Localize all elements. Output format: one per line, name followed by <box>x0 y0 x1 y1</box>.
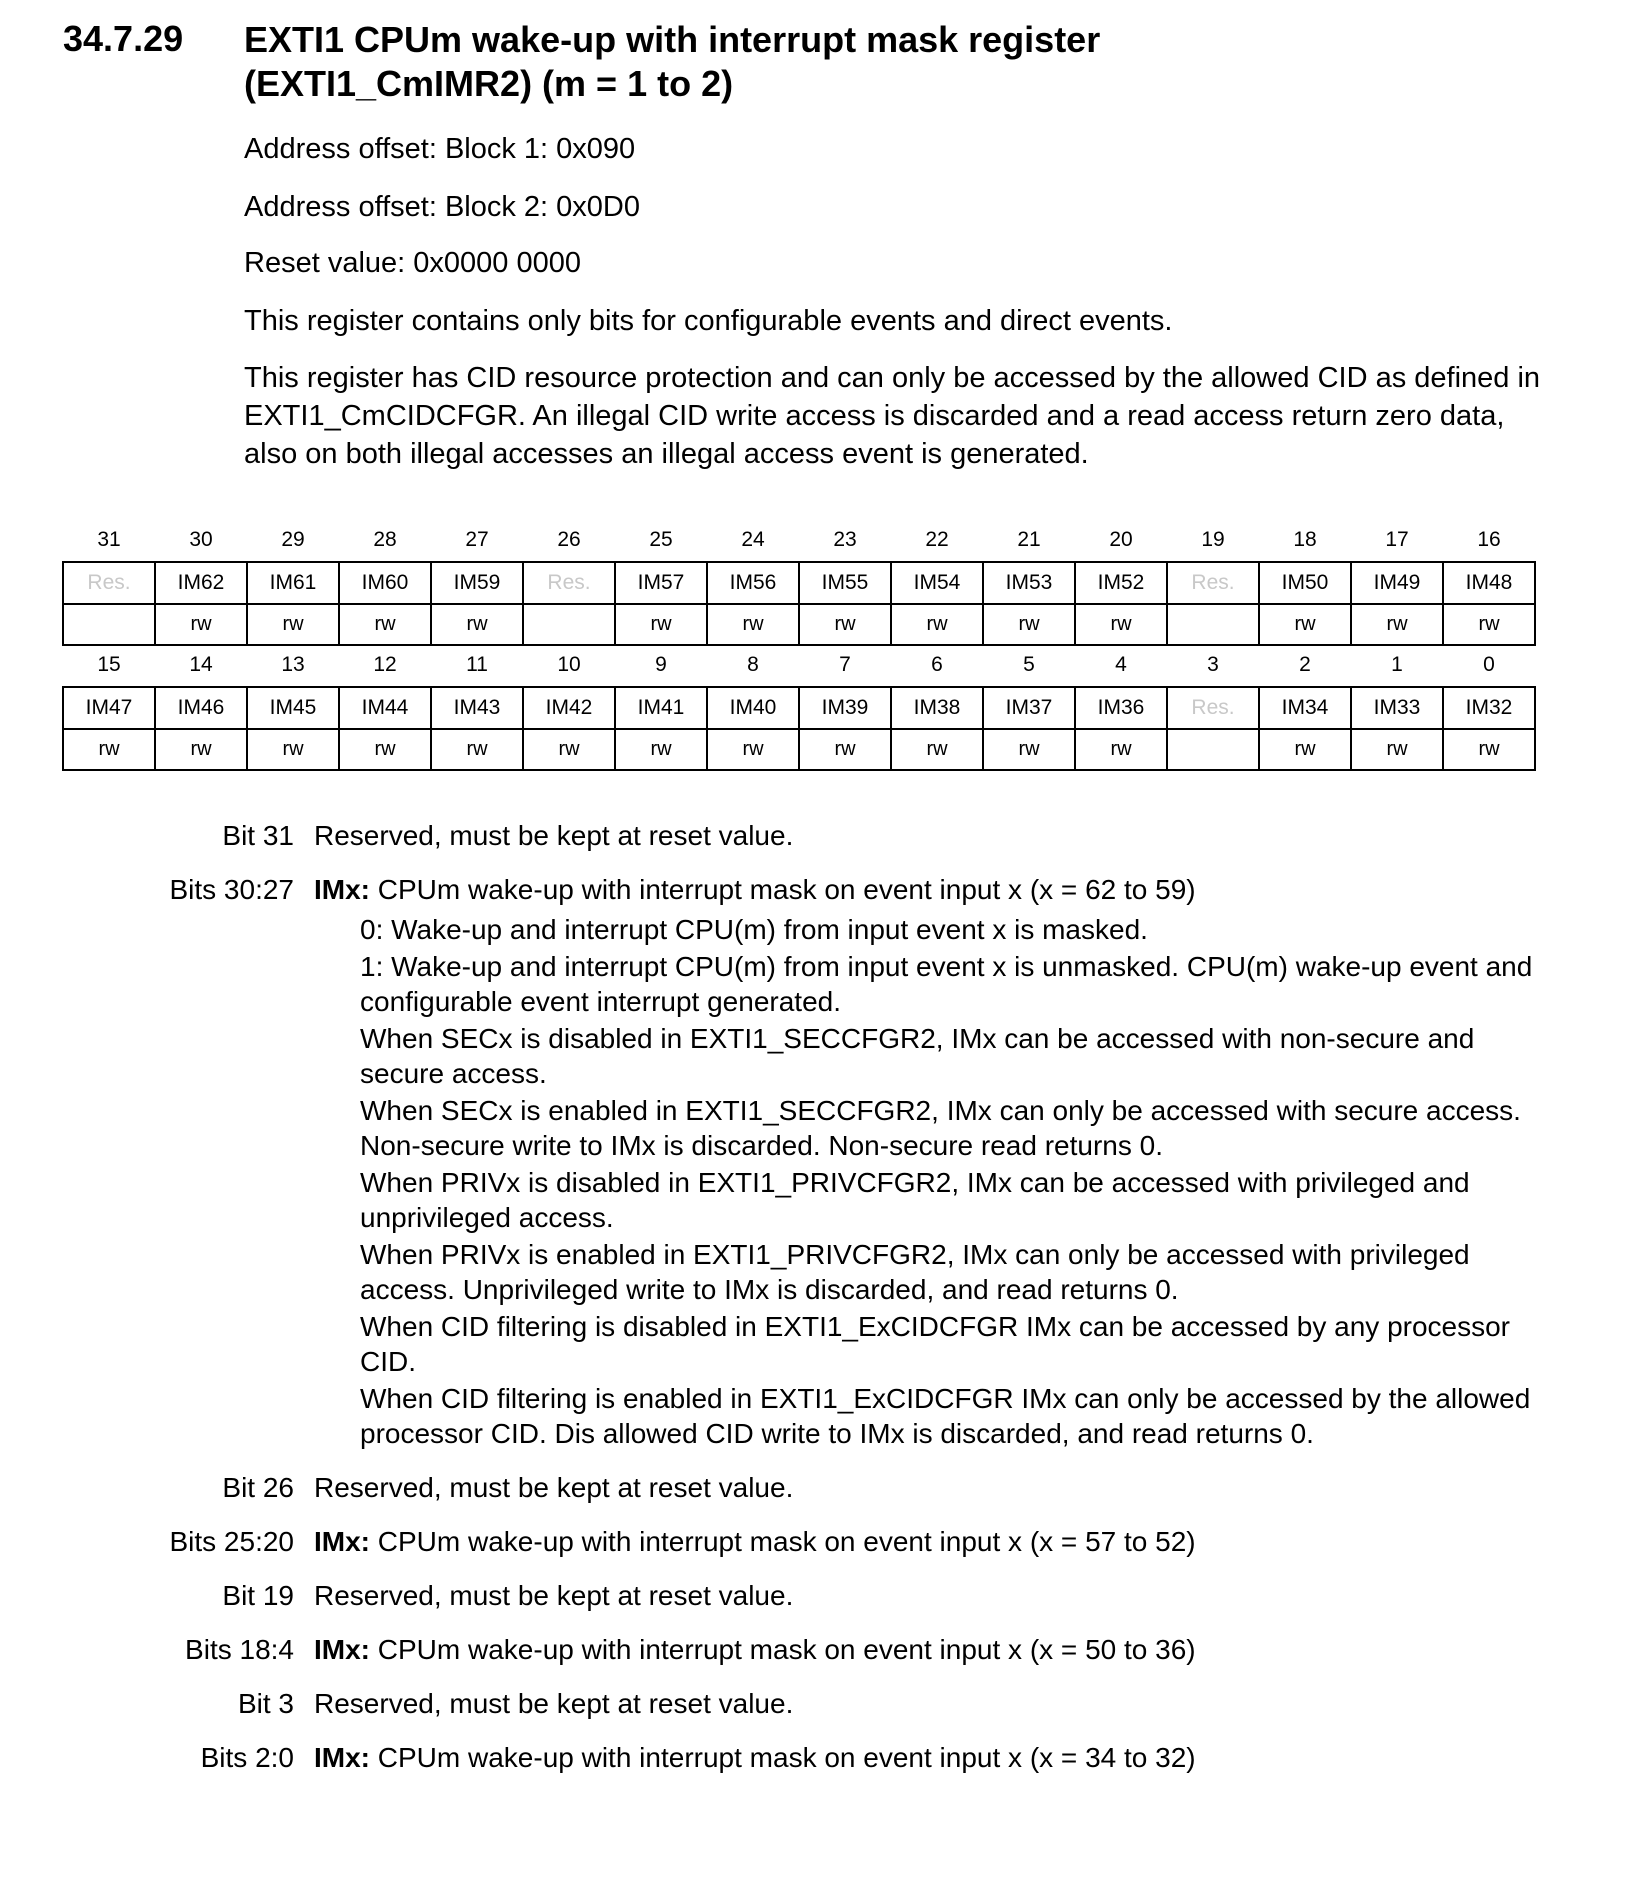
bit-number: 2 <box>1299 652 1311 676</box>
section-title-line1: EXTI1 CPUm wake-up with interrupt mask register <box>244 19 1101 60</box>
access-type-cell: rw <box>983 604 1075 645</box>
field-bit26 <box>0 1470 1636 1505</box>
bit-number: 4 <box>1115 652 1127 676</box>
access-type-cell <box>1167 729 1259 770</box>
field-bit-label: Bits 25:20 <box>169 1526 294 1557</box>
bit-number: 23 <box>833 527 857 551</box>
access-type-cell: rw <box>339 729 431 770</box>
bit-number: 28 <box>373 527 397 551</box>
field-name-cell: IM36 <box>1075 687 1167 729</box>
access-type-cell: rw <box>1259 729 1351 770</box>
access-type-cell: rw <box>1075 729 1167 770</box>
field-name-cell: Res. <box>1167 562 1259 604</box>
field-name: IMx: <box>314 1526 370 1557</box>
bit-number: 8 <box>747 652 759 676</box>
field-summary: CPUm wake-up with interrupt mask on event input x (x = 57 to 52) <box>370 1526 1196 1557</box>
field-name: IMx: <box>314 874 370 905</box>
field-name-cell: IM38 <box>891 687 983 729</box>
field-name-cell: IM53 <box>983 562 1075 604</box>
field-name-cell: IM50 <box>1259 562 1351 604</box>
field-name-cell: IM41 <box>615 687 707 729</box>
field-summary: CPUm wake-up with interrupt mask on event input x (x = 62 to 59) <box>370 874 1196 905</box>
field-detail-line: When CID filtering is disabled in EXTI1_ExCIDCFGR IMx can be accessed by any processor CID. <box>360 1311 1511 1377</box>
field-name-cell: IM56 <box>707 562 799 604</box>
field-name-cell: IM44 <box>339 687 431 729</box>
field-name-cell: IM60 <box>339 562 431 604</box>
access-type-cell: rw <box>247 729 339 770</box>
field-bit31 <box>0 818 1636 853</box>
field-name-cell: IM39 <box>799 687 891 729</box>
register-map-lower <box>62 643 1536 771</box>
field-detail-lines <box>0 912 1636 1451</box>
reset-value: Reset value: 0x0000 0000 <box>244 247 581 279</box>
field-description <box>314 1740 1514 1775</box>
bit-number: 7 <box>839 652 851 676</box>
field-detail-line: When SECx is enabled in EXTI1_SECCFGR2, IMx can only be accessed with secure access. Non-secure write to IMx is discarded. Non-secure read returns 0. <box>360 1095 1521 1161</box>
access-type-cell: rw <box>1351 604 1443 645</box>
bit-number: 22 <box>925 527 949 551</box>
address-offset-block1: Address offset: Block 1: 0x090 <box>244 133 636 165</box>
field-description: Reserved, must be kept at reset value. <box>314 1688 794 1719</box>
access-type-cell: rw <box>707 729 799 770</box>
address-offset-block2: Address offset: Block 2: 0x0D0 <box>244 191 641 223</box>
field-bit-label: Bits 18:4 <box>185 1634 294 1665</box>
access-type-cell: rw <box>339 604 431 645</box>
field-detail-line: When SECx is disabled in EXTI1_SECCFGR2, IMx can be accessed with non-secure and secure access. <box>360 1023 1475 1089</box>
field-name-cell: IM43 <box>431 687 523 729</box>
field-name-cell: IM46 <box>155 687 247 729</box>
access-type-cell: rw <box>1443 729 1535 770</box>
field-name-cell: Res. <box>523 562 615 604</box>
field-detail-line: When PRIVx is disabled in EXTI1_PRIVCFGR2, IMx can be accessed with privileged and unprivileged access. <box>360 1167 1470 1233</box>
bit-number: 16 <box>1477 527 1501 551</box>
access-type-cell: rw <box>799 729 891 770</box>
access-type-cell: rw <box>431 604 523 645</box>
field-bits2-0 <box>0 1740 1636 1775</box>
bit-number: 14 <box>189 652 213 676</box>
field-bit-label: Bit 31 <box>222 820 294 851</box>
access-type-cell: rw <box>1259 604 1351 645</box>
bit-number: 11 <box>466 652 488 676</box>
field-detail-line: When PRIVx is enabled in EXTI1_PRIVCFGR2, IMx can only be accessed with privileged access. Unprivileged write to IMx is discarded, and read returns 0. <box>360 1239 1470 1305</box>
field-summary: CPUm wake-up with interrupt mask on event input x (x = 34 to 32) <box>370 1742 1196 1773</box>
field-name-cell: Res. <box>1167 687 1259 729</box>
access-type-cell: rw <box>155 604 247 645</box>
bit-field-descriptions <box>0 818 1636 1794</box>
bit-number: 6 <box>931 652 943 676</box>
bit-number: 13 <box>281 652 305 676</box>
field-name-cell: IM40 <box>707 687 799 729</box>
field-name-cell: IM54 <box>891 562 983 604</box>
field-name-cell: IM37 <box>983 687 1075 729</box>
field-name-cell: IM45 <box>247 687 339 729</box>
cid-protection-description: This register has CID resource protection and can only be accessed by the allowed CID as defined in EXTI1_CmCIDCFGR. An illegal CID write access is discarded and a read access return zero data, also on both illegal accesses an illegal access event is generated. <box>244 362 1541 470</box>
field-bits30-27 <box>0 872 1636 907</box>
field-bit-label: Bits 2:0 <box>200 1742 294 1773</box>
field-bit-label: Bit 26 <box>222 1472 294 1503</box>
bit-number: 5 <box>1023 652 1035 676</box>
bit-number: 10 <box>557 652 581 676</box>
field-bit3 <box>0 1686 1636 1721</box>
register-map-upper <box>62 518 1536 646</box>
field-name-cell: IM61 <box>247 562 339 604</box>
bit-number: 20 <box>1109 527 1133 551</box>
bit-number: 19 <box>1201 527 1225 551</box>
bit-number: 1 <box>1391 652 1403 676</box>
field-name-cell: Res. <box>63 562 155 604</box>
bit-number: 26 <box>557 527 581 551</box>
section-number: 34.7.29 <box>63 18 184 59</box>
field-bit-label: Bits 30:27 <box>169 874 294 905</box>
access-type-cell: rw <box>1075 604 1167 645</box>
access-type-cell: rw <box>155 729 247 770</box>
field-detail-line: 0: Wake-up and interrupt CPU(m) from input event x is masked. <box>360 914 1148 945</box>
access-type-cell: rw <box>891 729 983 770</box>
field-description: Reserved, must be kept at reset value. <box>314 1580 794 1611</box>
bit-number: 0 <box>1483 652 1495 676</box>
register-description: This register contains only bits for configurable events and direct events. <box>244 305 1173 337</box>
bit-number: 9 <box>655 652 667 676</box>
access-type-cell: rw <box>431 729 523 770</box>
bit-number: 31 <box>97 527 121 551</box>
field-name-cell: IM59 <box>431 562 523 604</box>
access-type-cell: rw <box>799 604 891 645</box>
access-type-cell <box>63 604 155 645</box>
field-name-cell: IM48 <box>1443 562 1535 604</box>
field-name-cell: IM42 <box>523 687 615 729</box>
field-bit19 <box>0 1578 1636 1613</box>
field-name-cell: IM33 <box>1351 687 1443 729</box>
field-description <box>314 1524 1514 1559</box>
field-bits18-4 <box>0 1632 1636 1667</box>
field-name-cell: IM52 <box>1075 562 1167 604</box>
bit-number: 3 <box>1207 652 1219 676</box>
access-type-cell: rw <box>707 604 799 645</box>
field-detail-line: When CID filtering is enabled in EXTI1_ExCIDCFGR IMx can only be accessed by the allowed processor CID. Dis allowed CID write to IMx is discarded, and read returns 0. <box>360 1383 1531 1449</box>
field-description <box>314 1632 1514 1667</box>
field-description: Reserved, must be kept at reset value. <box>314 1472 794 1503</box>
field-name-cell: IM34 <box>1259 687 1351 729</box>
access-type-cell: rw <box>63 729 155 770</box>
access-type-cell <box>523 604 615 645</box>
field-name-cell: IM32 <box>1443 687 1535 729</box>
field-description: Reserved, must be kept at reset value. <box>314 820 794 851</box>
field-detail-line: 1: Wake-up and interrupt CPU(m) from input event x is unmasked. CPU(m) wake-up event and configurable event interrupt generated. <box>360 951 1533 1017</box>
field-name-cell: IM47 <box>63 687 155 729</box>
bit-number: 25 <box>649 527 673 551</box>
field-bit-label: Bit 3 <box>237 1688 294 1719</box>
field-name-cell: IM49 <box>1351 562 1443 604</box>
bit-number: 29 <box>281 527 305 551</box>
field-bit-label: Bit 19 <box>222 1580 294 1611</box>
field-summary: CPUm wake-up with interrupt mask on event input x (x = 50 to 36) <box>370 1634 1196 1665</box>
access-type-cell: rw <box>891 604 983 645</box>
access-type-cell: rw <box>615 604 707 645</box>
field-name-cell: IM57 <box>615 562 707 604</box>
access-type-cell: rw <box>1443 604 1535 645</box>
bit-number: 21 <box>1017 527 1041 551</box>
section-title <box>244 18 1544 106</box>
field-name-cell: IM55 <box>799 562 891 604</box>
access-type-cell: rw <box>523 729 615 770</box>
bit-number: 12 <box>373 652 397 676</box>
access-type-cell: rw <box>1351 729 1443 770</box>
bit-number: 30 <box>189 527 213 551</box>
access-type-cell: rw <box>247 604 339 645</box>
field-name: IMx: <box>314 1634 370 1665</box>
bit-number: 15 <box>97 652 121 676</box>
bit-number: 24 <box>741 527 765 551</box>
field-name-cell: IM62 <box>155 562 247 604</box>
bit-number: 27 <box>465 527 489 551</box>
section-title-line2: (EXTI1_CmIMR2) (m = 1 to 2) <box>244 63 734 104</box>
access-type-cell <box>1167 604 1259 645</box>
bit-number: 17 <box>1385 527 1409 551</box>
bit-number: 18 <box>1293 527 1317 551</box>
field-description <box>314 872 1514 907</box>
field-name: IMx: <box>314 1742 370 1773</box>
access-type-cell: rw <box>615 729 707 770</box>
field-bits25-20 <box>0 1524 1636 1559</box>
access-type-cell: rw <box>983 729 1075 770</box>
